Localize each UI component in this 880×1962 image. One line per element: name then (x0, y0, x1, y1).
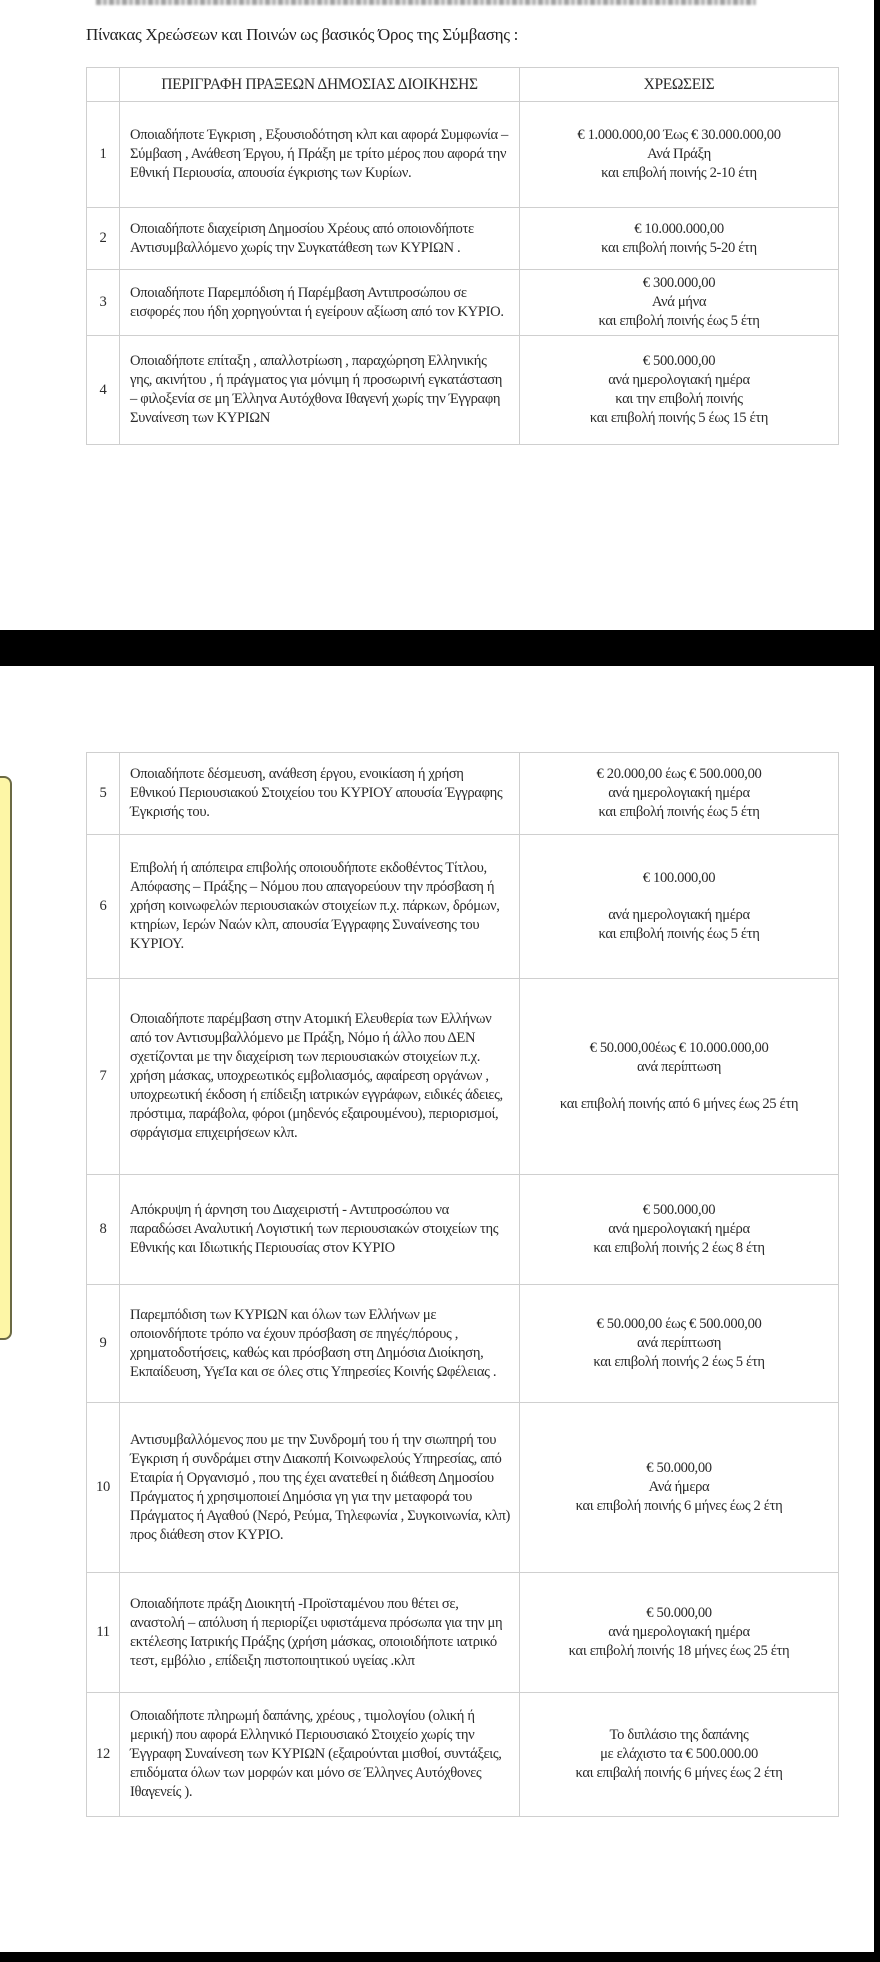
row-charges (520, 270, 839, 336)
row-number: 1 (87, 102, 120, 208)
row-number: 10 (87, 1403, 120, 1573)
charge-line: Ανά μήνα (651, 294, 707, 310)
charge-line: και επιβολή ποινής έως 5 έτη (598, 313, 760, 329)
charge-line: και επιβολή ποινής 18 μήνες έως 25 έτη (568, 1643, 790, 1659)
row-description: Οποιαδήποτε Παρεμπόδιση ή Παρέμβαση Αντιπροσώπου σε εισφορές που ήδη χορηγούνται ή εγείρουν αξίωση από τον ΚΥΡΙΟ. (120, 270, 520, 336)
table-row (87, 270, 839, 336)
table-header-row (87, 68, 839, 102)
header-description: ΠΕΡΙΓΡΑΦΗ ΠΡΑΞΕΩΝ ΔΗΜΟΣΙΑΣ ΔΙΟΙΚΗΣΗΣ (120, 68, 520, 102)
charge-line: € 500.000,00 (642, 1202, 716, 1218)
table-caption: Πίνακας Χρεώσεων και Ποινών ως βασικός Όρος της Σύμβασης : (86, 25, 519, 44)
charge-line: και επιβολή ποινής από 6 μήνες έως 25 έτη (559, 1096, 799, 1112)
charge-line: € 10.000.000,00 (634, 220, 724, 237)
charge-line: ανά ημερολογιακή ημέρα (608, 372, 750, 388)
charge-line: και επιβολή ποινής 5 έως 15 έτη (589, 410, 769, 426)
charge-line: Το διπλάσιο της δαπάνης (609, 1727, 749, 1743)
charge-line: και επιβολή ποινής 6 μήνες έως 2 έτη (575, 1498, 783, 1514)
table-row (87, 1175, 839, 1285)
row-number: 8 (87, 1175, 120, 1285)
table-row (87, 1403, 839, 1573)
row-charges (520, 753, 839, 835)
row-description: Οποιαδήποτε Έγκριση , Εξουσιοδότηση κλπ και αφορά Συμφωνία – Σύμβαση , Ανάθεση Έργου, ή Πράξη με τρίτο μέρος που αφορά την Εθνική Περιουσία, απουσία έγκρισης των Κυρίων. (120, 102, 520, 208)
table-row (87, 1573, 839, 1693)
charge-line: € 100.000,00 (642, 870, 716, 886)
charge-line: € 50.000,00έως € 10.000.000,00 (589, 1040, 769, 1056)
table-row (87, 102, 839, 208)
charge-line: ανά περίπτωση (636, 1335, 722, 1351)
row-charges (520, 1403, 839, 1573)
row-number: 9 (87, 1285, 120, 1403)
charge-line: και επιβολή ποινής 2-10 έτη (601, 165, 757, 181)
charge-line: ανά ημερολογιακή ημέρα (608, 1221, 750, 1237)
row-charges (520, 336, 839, 445)
row-description: Οποιαδήποτε επίταξη , απαλλοτρίωση , παραχώρηση Ελληνικής γης, ακινήτου , ή πράγματος για μόνιμη ή προσωρινή εγκατάσταση – φιλοξενία σε μη Έλληνα Αυτόχθονα Ιθαγενή χωρίς την Έγγραφη Συναίνεση των ΚΥΡΙΩΝ (120, 336, 520, 445)
charge-line: Ανά ήμερα (648, 1479, 710, 1495)
charge-line: και επιβολή ποινής έως 5 έτη (598, 926, 760, 942)
charge-line: και επιβολή ποινής 2 έως 5 έτη (593, 1354, 765, 1370)
page-divider (0, 630, 880, 666)
charge-line: ανά ημερολογιακή ημέρα (608, 1624, 750, 1640)
charge-line: και επιβολή ποινής έως 5 έτη (598, 804, 760, 820)
screen-edge-right (874, 0, 880, 1962)
row-number: 6 (87, 835, 120, 979)
row-number: 2 (87, 208, 120, 270)
row-charges (520, 1573, 839, 1693)
table-row (87, 979, 839, 1175)
row-description: Επιβολή ή απόπειρα επιβολής οποιουδήποτε εκδοθέντος Τίτλου, Απόφασης – Πράξης – Νόμου που απαγορεύουν την πρόσβαση ή χρήση κοινωφελών περιουσιακών στοιχείων π.χ. πάρκων, δρόμων, κτηρίων, Ιερών Ναών κλπ, απουσία Έγγραφης Συναίνεσης του ΚΥΡΙΟΥ. (120, 835, 520, 979)
row-charges (520, 979, 839, 1175)
fees-table-page-1 (86, 67, 839, 445)
charge-line: και επιβολή ποινής 2 έως 8 έτη (593, 1240, 765, 1256)
table-row (87, 1285, 839, 1403)
charge-line: € 50.000,00 (646, 1460, 712, 1476)
row-charges (520, 102, 839, 208)
charge-line: € 500.000,00 (642, 353, 716, 369)
row-description: Οποιαδήποτε πράξη Διοικητή -Προϊσταμένου που θέτει σε, αναστολή – απόλυση ή περιορίζει υφιστάμενα πρόσωπα για την μη εκτέλεσης Ιατρικής Πράξης (χρήση μάσκας, οποιοιδήποτε ιατρικό τεστ, εμβόλιο , επίδειξη πιστοποιητικού υγείας .κλπ (120, 1573, 520, 1693)
charge-line: € 1.000.000,00 Έως € 30.000.000,00 (577, 127, 781, 143)
charge-line: € 300.000,00 (642, 275, 716, 291)
row-description: Οποιαδήποτε πληρωμή δαπάνης, χρέους , τιμολογίου (ολική ή μερική) που αφορά Ελληνικό Περιουσιακό Στοιχείο χωρίς την Έγγραφη Συναίνεση των ΚΥΡΙΩΝ (εξαιρούνται μισθοί, συντάξεις, επιδόματα όλων των μορφών και μόνο σε Έλληνες Αυτόχθονες Ιθαγενείς ). (120, 1693, 520, 1817)
row-charges (520, 835, 839, 979)
row-number: 11 (87, 1573, 120, 1693)
row-description: Οποιαδήποτε δέσμευση, ανάθεση έργου, ενοικίαση ή χρήση Εθνικού Περιουσιακού Στοιχείου του ΚΥΡΙΟΥ απουσία Έγγραφης Έγκρισής του. (120, 753, 520, 835)
row-description: Οποιαδήποτε παρέμβαση στην Ατομική Ελευθερία των Ελλήνων από τον Αντισυμβαλλόμενο με Πράξη, Νόμο ή άλλο που ΔΕΝ σχετίζονται με την διαχείριση των περιουσιακών στοιχείων π.χ. χρήση μάσκας, υποχρεωτικός εμβολιασμός, αφαίρεση οργάνων , υποχρεωτική έκδοση ή επίδειξη ιατρικών εγγράφων, ειδικές άδειες, πρόστιμα, παράβολα, φόροι (μηδενός εξαιρουμένου), περιορισμοί, σφράγισμα επιχειρήσεων κλπ. (120, 979, 520, 1175)
row-number: 7 (87, 979, 120, 1175)
table-row (87, 1693, 839, 1817)
table-row (87, 208, 839, 270)
charge-line: Ανά Πράξη (647, 146, 711, 162)
header-charges: ΧΡΕΩΣΕΙΣ (520, 68, 839, 102)
charge-line: και την επιβολή ποινής (615, 391, 743, 407)
row-charges (520, 208, 839, 270)
charge-line: € 20.000,00 έως € 500.000,00 (596, 766, 762, 782)
charge-line: με ελάχιστο τα € 500.000.00 (600, 1746, 758, 1762)
table-row (87, 835, 839, 979)
row-description: Παρεμπόδιση των ΚΥΡΙΩΝ και όλων των Ελλήνων με οποιονδήποτε τρόπο να έχουν πρόσβαση σε πηγές/πόρους , χρηματοδοτήσεις, καθώς και πρόσβαση στη Δημόσια Διοίκηση, Εκπαίδευση, ΥγεΊα και σε όλες στις Υπηρεσίες Κοινής Ωφέλειας . (120, 1285, 520, 1403)
table-row (87, 336, 839, 445)
charge-line: ανά περίπτωση (636, 1059, 722, 1075)
sticky-note[interactable] (0, 776, 12, 1340)
cropped-text-line (96, 0, 756, 5)
row-description: Οποιαδήποτε διαχείριση Δημοσίου Χρέους από οποιονδήποτε Αντισυμβαλλόμενο χωρίς την Συγκατάθεση των ΚΥΡΙΩΝ . (120, 208, 520, 270)
row-number: 5 (87, 753, 120, 835)
row-charges (520, 1285, 839, 1403)
charge-line: ανά ημερολογιακή ημέρα (608, 907, 750, 923)
screen-edge-bottom (0, 1952, 880, 1962)
charge-line (524, 1077, 834, 1095)
fees-table-page-2 (86, 752, 839, 1817)
row-number: 12 (87, 1693, 120, 1817)
table-row (87, 753, 839, 835)
table-body-1 (87, 102, 839, 445)
table-body-2 (87, 753, 839, 1817)
charge-line: και επιβολή ποινής 5-20 έτη (601, 239, 757, 256)
row-number: 3 (87, 270, 120, 336)
row-charges (520, 1175, 839, 1285)
row-description: Αντισυμβαλλόμενος που με την Συνδρομή του ή την σιωπηρή του Έγκριση ή συνδράμει στην Διακοπή Κοινωφελούς Υπηρεσίας, από Εταιρία ή Οργανισμό , που της έχει ανατεθεί η διάθεση Δημοσίου Πράγματος ή χρησιμοποιεί Δημόσια γη για την μεταφορά του Πράγματος ή Αγαθού (Νερό, Ρεύμα, Τηλεφωνία , Συγκοινωνία, κλπ) προς διάθεση στον ΚΥΡΙΟ. (120, 1403, 520, 1573)
row-number: 4 (87, 336, 120, 445)
row-description: Απόκρυψη ή άρνηση του Διαχειριστή - Αντιπροσώπου να παραδώσει Αναλυτική Λογιστική των περιουσιακών στοιχείων της Εθνικής και Ιδιωτικής Περιουσίας στον ΚΥΡΙΟ (120, 1175, 520, 1285)
header-number (87, 68, 120, 102)
row-charges (520, 1693, 839, 1817)
charge-line: € 50.000,00 έως € 500.000,00 (596, 1316, 762, 1332)
charge-line (524, 888, 834, 906)
charge-line: και επιβαλή ποινής 6 μήνες έως 2 έτη (575, 1765, 783, 1781)
charge-line: € 50.000,00 (646, 1605, 712, 1621)
charge-line: ανά ημερολογιακή ημέρα (608, 785, 750, 801)
